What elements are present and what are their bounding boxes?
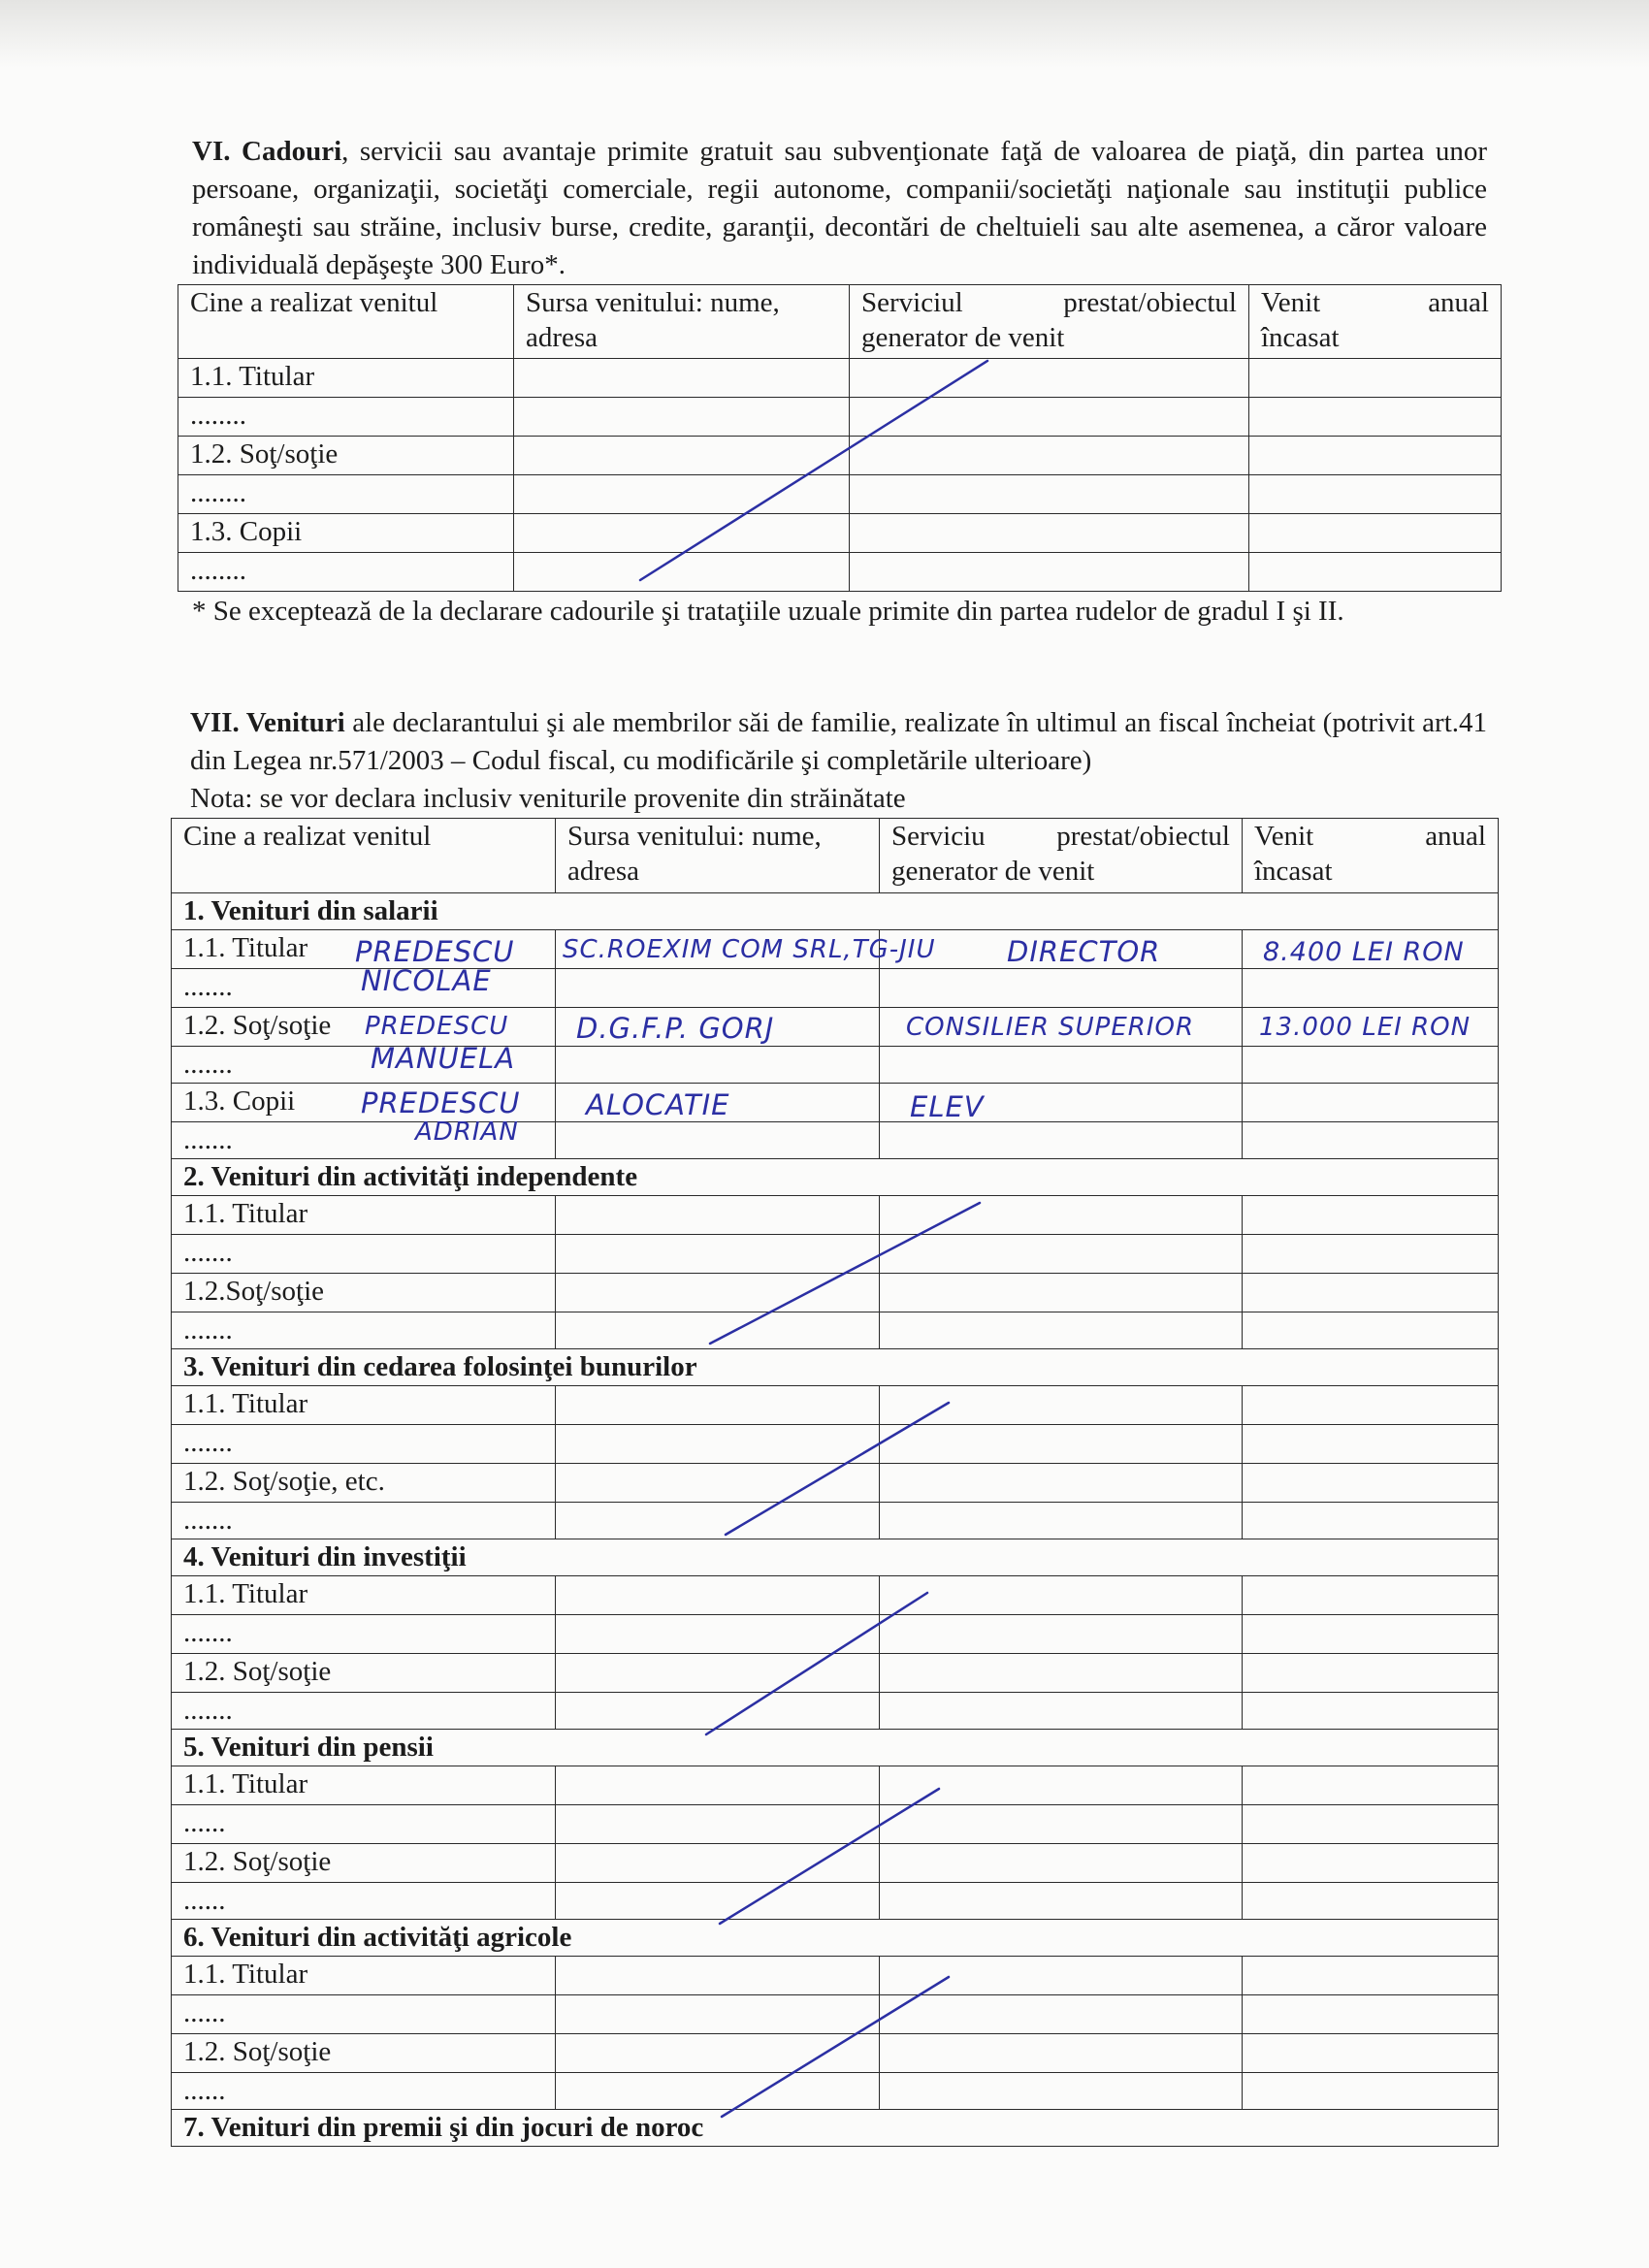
section-title: 4. Venituri din investiţii	[172, 1539, 1499, 1576]
hw-spouse-source: D.G.F.P. GORJ	[576, 1012, 775, 1045]
col-service-line2: generator de venit	[891, 856, 1095, 887]
col-income	[1243, 819, 1499, 893]
col-income-word1: Venit	[1261, 287, 1321, 318]
row-label: 1.1. Titular	[172, 1766, 556, 1805]
section-6-intro	[192, 133, 1487, 284]
row-label: 1.2. Soţ/soţie	[172, 2034, 556, 2073]
table-row	[172, 1235, 1499, 1274]
col-who: Cine a realizat venitul	[178, 285, 514, 359]
section-row-rental	[172, 1349, 1499, 1386]
table-row	[172, 1196, 1499, 1235]
table-row	[172, 1957, 1499, 1995]
col-service-line1	[861, 285, 1237, 320]
row-label: 1.1. Titular	[172, 1576, 556, 1615]
section-7-intro	[190, 704, 1487, 780]
hw-titular-name-2: NICOLAE	[361, 964, 492, 997]
income-header-row	[172, 819, 1499, 893]
row-label: .......	[172, 1615, 556, 1654]
table-row	[172, 1693, 1499, 1730]
section-title: 5. Venituri din pensii	[172, 1730, 1499, 1766]
hw-spouse-name-2: MANUELA	[371, 1042, 516, 1075]
table-row	[172, 1425, 1499, 1464]
row-label: ......	[172, 1995, 556, 2034]
col-source-line2: adresa	[526, 322, 598, 353]
col-service-line1	[891, 819, 1230, 854]
col-service-word1: Serviciul	[861, 287, 963, 318]
section-title: 7. Venituri din premii şi din jocuri de noroc	[172, 2110, 1499, 2147]
section-6-text: , servicii sau avantaje primite gratuit sau subvenţionate faţă de valoarea de piaţă, din partea unor persoane, organizaţii, societăţi comerciale, regii autonome, companii/societăţi naţionale sau instituţii publice româneşti sau străine, inclusiv burse, credite, garanţii, decontări de cheltuieli sau alte asemenea, a căror valoare individuală depăşeşte 300 Euro*.	[192, 136, 1487, 280]
row-label: ......	[172, 1805, 556, 1844]
hw-child-name-2: ADRIAN	[415, 1118, 519, 1147]
section-title: 2. Venituri din activităţi independente	[172, 1159, 1499, 1196]
row-label: .......	[172, 1425, 556, 1464]
row-label: 1.3. Copii	[172, 1084, 556, 1122]
table-row	[178, 437, 1502, 475]
row-label: .......	[172, 1693, 556, 1730]
col-income-word2: anual	[1425, 821, 1486, 852]
hw-spouse-income: 13.000 LEI RON	[1259, 1013, 1471, 1042]
section-row-independent	[172, 1159, 1499, 1196]
row-label: ......	[172, 2073, 556, 2110]
gifts-header-row	[178, 285, 1502, 359]
row-label: 1.1. Titular	[172, 1386, 556, 1425]
col-who: Cine a realizat venitul	[172, 819, 556, 893]
section-title: 3. Venituri din cedarea folosinţei bunurilor	[172, 1349, 1499, 1386]
row-label: .......	[172, 1235, 556, 1274]
col-service-word2: prestat/obiectul	[1056, 821, 1230, 852]
section-row-agricultural	[172, 1920, 1499, 1957]
gifts-footnote: * Se exceptează de la declarare cadourile şi trataţiile uzuale primite din partea rudelor de gradul I şi II.	[192, 596, 1344, 627]
row-label: 1.2. Soţ/soţie, etc.	[172, 1464, 556, 1503]
table-row	[172, 2034, 1499, 2073]
gifts-table	[178, 284, 1502, 592]
scan-edge	[0, 0, 1649, 68]
row-label: 1.2.Soţ/soţie	[172, 1274, 556, 1312]
col-service-word1: Serviciu	[891, 821, 986, 852]
section-row-salaries	[172, 893, 1499, 930]
row-label: 1.1. Titular	[178, 359, 514, 398]
row-label: .......	[172, 1503, 556, 1539]
row-label: .......	[172, 1312, 556, 1349]
col-income-word1: Venit	[1254, 821, 1314, 852]
col-service-word2: prestat/obiectul	[1063, 287, 1237, 318]
row-label: 1.1. Titular	[172, 930, 556, 969]
col-income-line2: încasat	[1261, 322, 1340, 353]
section-row-investments	[172, 1539, 1499, 1576]
table-row	[172, 1274, 1499, 1312]
hw-titular-income: 8.400 LEI RON	[1263, 937, 1465, 967]
col-service	[880, 819, 1243, 893]
row-label: ........	[178, 398, 514, 437]
row-label: 1.2. Soţ/soţie	[178, 437, 514, 475]
col-service	[850, 285, 1249, 359]
table-row	[172, 1995, 1499, 2034]
row-label: 1.1. Titular	[172, 1196, 556, 1235]
col-income	[1249, 285, 1502, 359]
hw-child-name-1: PREDESCU	[361, 1086, 521, 1119]
row-label: 1.1. Titular	[172, 1957, 556, 1995]
row-label: ........	[178, 553, 514, 592]
row-label: 1.2. Soţ/soţie	[172, 1654, 556, 1693]
table-row	[178, 359, 1502, 398]
col-income-word2: anual	[1428, 287, 1489, 318]
section-6-heading: VI. Cadouri	[192, 136, 342, 167]
table-row	[172, 1805, 1499, 1844]
section-7-heading: VII. Venituri	[190, 707, 345, 738]
hw-child-source: ALOCATIE	[586, 1088, 730, 1121]
table-row	[172, 1386, 1499, 1425]
section-title: 6. Venituri din activităţi agricole	[172, 1920, 1499, 1957]
hw-spouse-service: CONSILIER SUPERIOR	[906, 1013, 1195, 1042]
table-row	[172, 1615, 1499, 1654]
hw-titular-source: SC.ROEXIM COM SRL,TG-JIU	[563, 935, 936, 964]
hw-child-service: ELEV	[910, 1090, 985, 1123]
col-income-line1	[1261, 285, 1489, 320]
table-row	[172, 1503, 1499, 1539]
table-row	[172, 1122, 1499, 1159]
col-source	[514, 285, 850, 359]
row-label: 1.2. Soţ/soţie	[172, 1008, 556, 1047]
section-7-note: Nota: se vor declara inclusiv veniturile provenite din străinătate	[190, 783, 906, 814]
row-label: ........	[178, 475, 514, 514]
col-income-line1	[1254, 819, 1486, 854]
table-row	[172, 1312, 1499, 1349]
row-label: 1.3. Copii	[178, 514, 514, 553]
col-source-line1: Sursa venitului: nume,	[526, 287, 780, 318]
table-row	[172, 1766, 1499, 1805]
table-row	[178, 553, 1502, 592]
col-income-line2: încasat	[1254, 856, 1333, 887]
table-row	[178, 475, 1502, 514]
section-title: 1. Venituri din salarii	[172, 893, 1499, 930]
row-label: .......	[172, 1122, 556, 1159]
row-label: ......	[172, 1883, 556, 1920]
row-label: 1.2. Soţ/soţie	[172, 1844, 556, 1883]
section-row-prizes	[172, 2110, 1499, 2147]
table-row	[178, 398, 1502, 437]
table-row	[172, 1844, 1499, 1883]
row-label: .......	[172, 969, 556, 1008]
table-row	[178, 514, 1502, 553]
table-row	[172, 2073, 1499, 2110]
hw-spouse-name-1: PREDESCU	[365, 1012, 509, 1041]
table-row	[172, 1464, 1499, 1503]
col-source-line2: adresa	[567, 856, 640, 887]
col-service-line2: generator de venit	[861, 322, 1065, 353]
hw-titular-name-1: PREDESCU	[355, 935, 515, 968]
table-row	[172, 1883, 1499, 1920]
row-label: .......	[172, 1047, 556, 1084]
col-source-line1: Sursa venitului: nume,	[567, 821, 822, 852]
section-row-pensions	[172, 1730, 1499, 1766]
col-source	[556, 819, 880, 893]
hw-titular-service: DIRECTOR	[1007, 935, 1161, 968]
table-row	[172, 1654, 1499, 1693]
table-row	[172, 1576, 1499, 1615]
section-7-text: ale declarantului şi ale membrilor săi de familie, realizate în ultimul an fiscal încheiat (potrivit art.41 din Legea nr.571/2003 – Codul fiscal, cu modificările şi completările ulterioare)	[190, 707, 1488, 776]
